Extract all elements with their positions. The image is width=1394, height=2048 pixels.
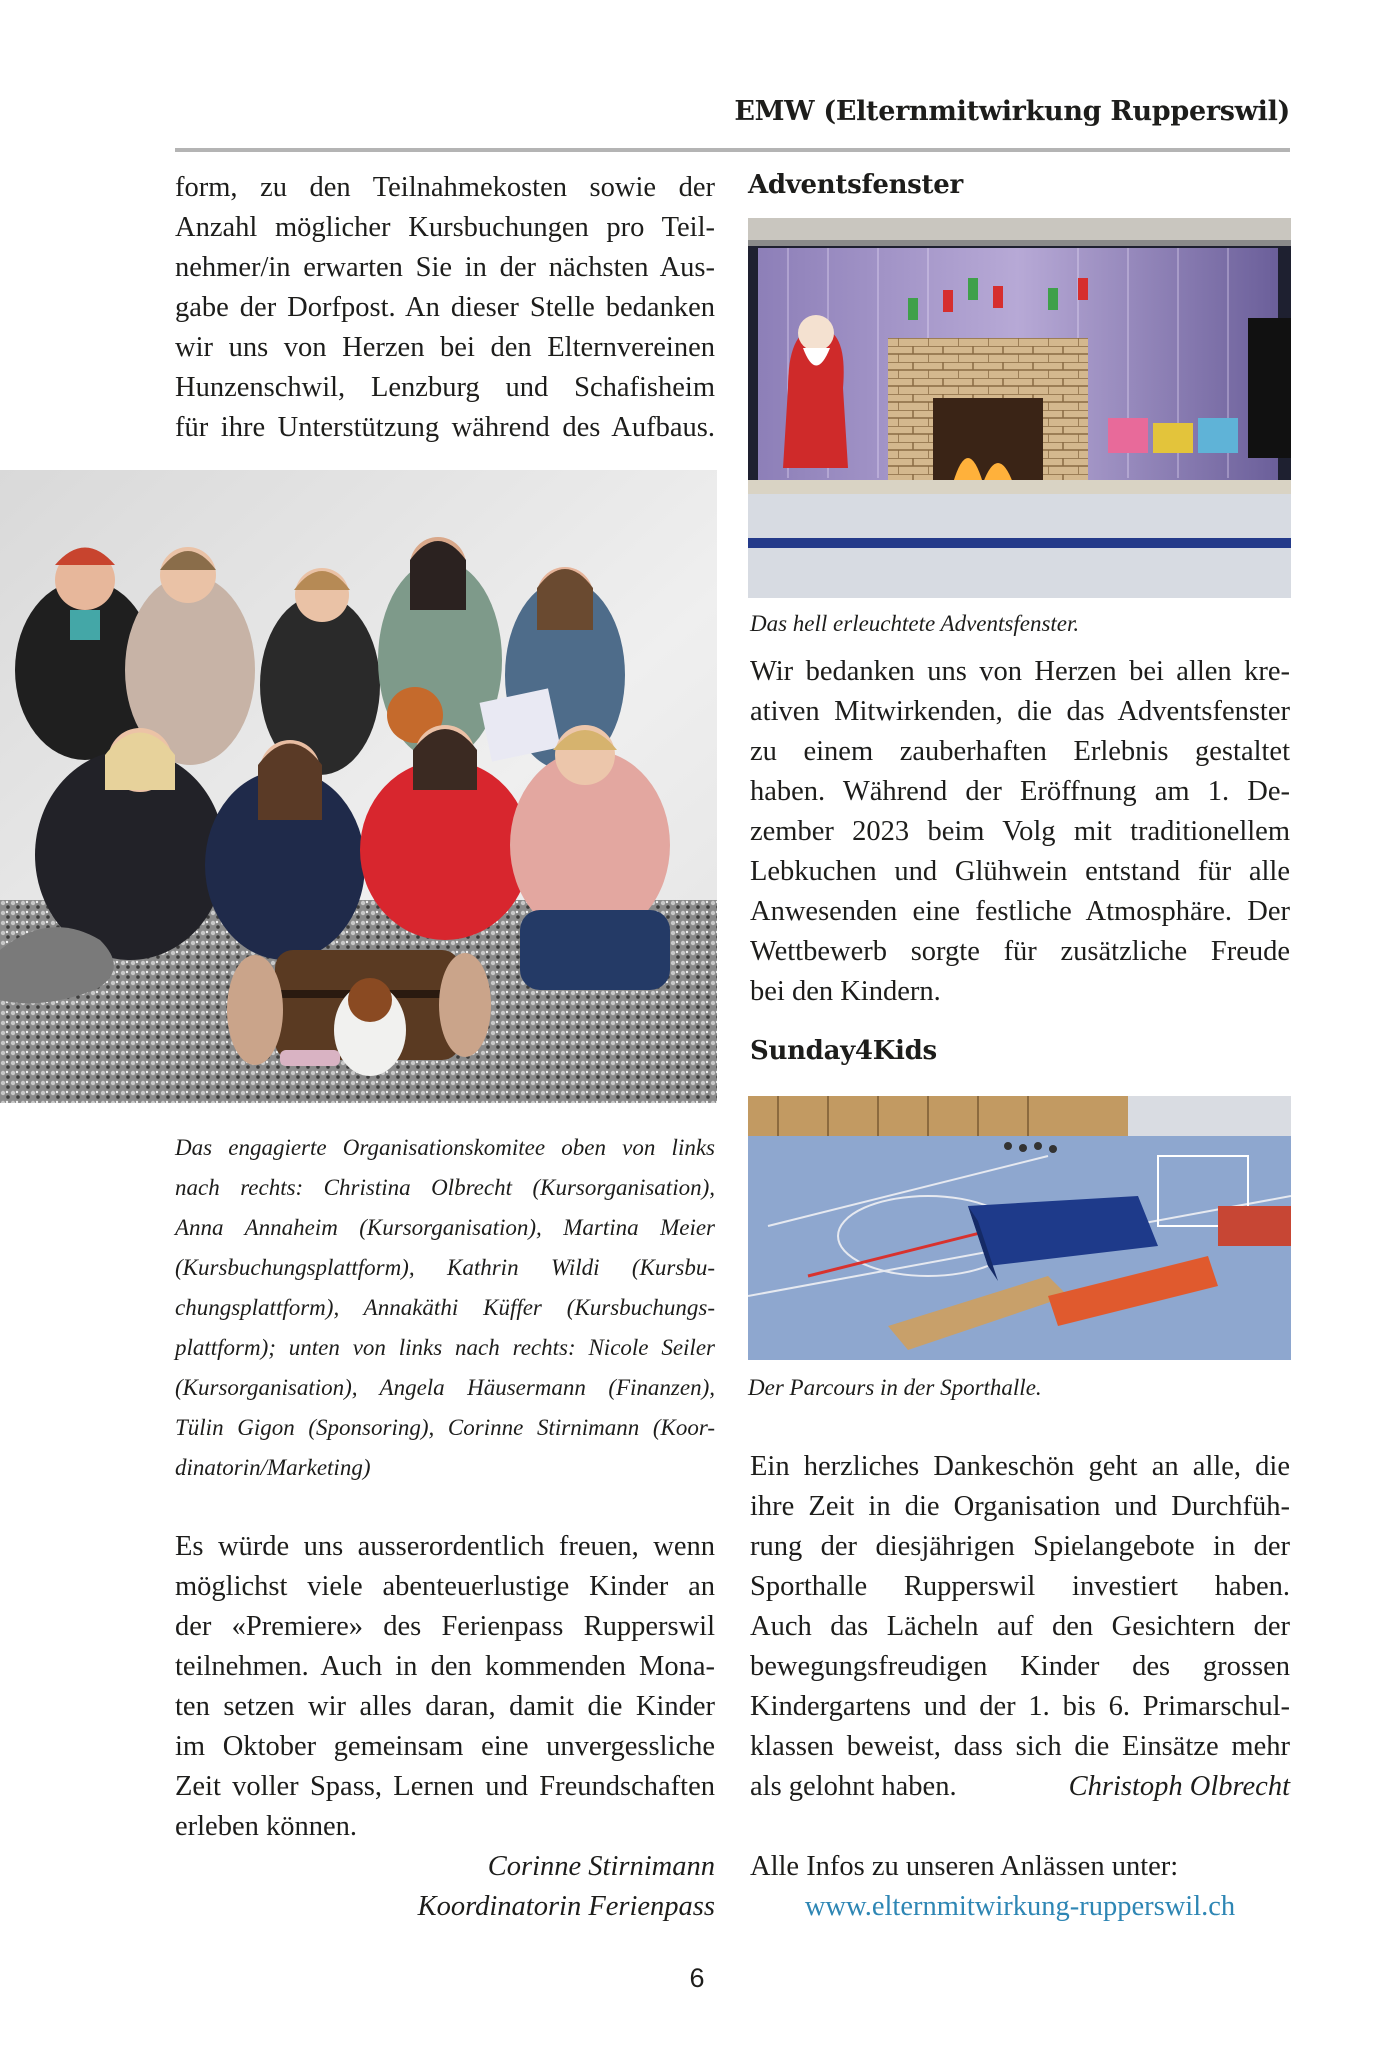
text-line: erleben können. (175, 1811, 358, 1842)
sports-hall-graphic (748, 1096, 1291, 1360)
text-line: bewegungsfreudigen Kinder des grossen (750, 1651, 1290, 1682)
advent-paragraph (750, 652, 1290, 1012)
advent-window-graphic (748, 218, 1291, 598)
text-line: form, zu den Teilnahmekosten sowie der (175, 172, 715, 203)
text-line: im Oktober gemeinsam eine unvergessliche (175, 1731, 715, 1762)
text-line: Hunzenschwil, Lenzburg und Schafisheim (175, 372, 715, 403)
signature-role: Koordinatorin Ferienpass (417, 1891, 715, 1922)
text-line: ihre Zeit in die Organisation und Durchfüh- (750, 1491, 1290, 1522)
team-photo (0, 470, 717, 1103)
sunday4kids-heading: Sunday4Kids (750, 1036, 937, 1066)
text-line: Anzahl möglicher Kursbuchungen pro Teil- (175, 212, 715, 243)
text-line: klassen beweist, dass sich die Einsätze mehr (750, 1731, 1290, 1762)
signature-name: Corinne Stirnimann (487, 1851, 715, 1882)
text-line: Es würde uns ausserordentlich freuen, wenn (175, 1531, 715, 1562)
caption-line: plattform); unten von links nach rechts: Nicole Seiler (175, 1335, 715, 1360)
caption-line: Anna Annaheim (Kursorganisation), Martina Meier (175, 1215, 715, 1240)
team-photo-caption (175, 1128, 715, 1488)
text-line: nehmer/in erwarten Sie in der nächsten Aus- (175, 252, 715, 283)
text-line: Wir bedanken uns von Herzen bei allen kre- (750, 656, 1290, 687)
advent-photo-caption: Das hell erleuchtete Adventsfenster. (750, 611, 1080, 636)
caption-line: nach rechts: Christina Olbrecht (Kursorganisation), (175, 1175, 715, 1200)
website-link[interactable]: www.elternmitwirkung-rupperswil.ch (804, 1891, 1236, 1922)
sports-hall-caption: Der Parcours in der Sporthalle. (748, 1375, 1042, 1400)
text-line: bei den Kindern. (750, 976, 941, 1007)
text-line: rung der diesjährigen Spielangebote in der (750, 1531, 1290, 1562)
text-line: zu einem zauberhaften Erlebnis gestaltet (750, 736, 1290, 767)
text-line: Sporthalle Rupperswil investiert haben. (750, 1571, 1290, 1602)
caption-line: Tülin Gigon (Sponsoring), Corinne Stirnimann (Koor- (175, 1415, 715, 1440)
text-line: ten setzen wir alles daran, damit die Kinder (175, 1691, 715, 1722)
text-line: für ihre Unterstützung während des Aufbaus. (175, 412, 715, 443)
caption-line: Das engagierte Organisationskomitee oben von links (175, 1135, 715, 1160)
text-line: gabe der Dorfpost. An dieser Stelle bedanken (175, 292, 715, 323)
text-line: teilnehmen. Auch in den kommenden Mona- (175, 1651, 715, 1682)
page-number: 6 (689, 1963, 705, 1993)
text-line: Zeit voller Spass, Lernen und Freundschaften (175, 1771, 715, 1802)
text-line: Wettbewerb sorgte für zusätzliche Freude (750, 936, 1290, 967)
text-line: Anwesenden eine festliche Atmosphäre. Der (750, 896, 1290, 927)
header-rule (175, 148, 1290, 152)
caption-line: (Kursbuchungsplattform), Kathrin Wildi (Kursbu- (175, 1255, 715, 1280)
advent-heading: Adventsfenster (748, 170, 963, 200)
caption-line: (Kursorganisation), Angela Häusermann (Finanzen), (175, 1375, 715, 1400)
text-line: als gelohnt haben. (750, 1771, 957, 1802)
text-line-with-signature (750, 1767, 1290, 1807)
team-photo-graphic (0, 470, 717, 1103)
text-line: Kindergartens und der 1. bis 6. Primarschul- (750, 1691, 1290, 1722)
text-line: Lebkuchen und Glühwein entstand für alle (750, 856, 1290, 887)
caption-line: dinatorin/Marketing) (175, 1455, 371, 1480)
signature-name: Christoph Olbrecht (1068, 1771, 1290, 1802)
text-line: Ein herzliches Dankeschön geht an alle, die (750, 1451, 1290, 1482)
text-line: Auch das Lächeln auf den Gesichtern der (750, 1611, 1290, 1642)
text-line: haben. Während der Eröffnung am 1. De- (750, 776, 1290, 807)
text-line: der «Premiere» des Ferienpass Rupperswil (175, 1611, 715, 1642)
text-line: möglichst viele abenteuerlustige Kinder an (175, 1571, 715, 1602)
caption-line: chungsplattform), Annakäthi Küffer (Kursbuchungs- (175, 1295, 715, 1320)
sports-hall-photo (748, 1096, 1291, 1360)
info-line: Alle Infos zu unseren Anlässen unter: (750, 1851, 1179, 1882)
intro-paragraph (175, 168, 715, 448)
sunday4kids-paragraph (750, 1447, 1290, 1807)
text-line: zember 2023 beim Volg mit traditionellem (750, 816, 1290, 847)
text-line: wir uns von Herzen bei den Elternvereinen (175, 332, 715, 363)
text-line: ativen Mitwirkenden, die das Adventsfenster (750, 696, 1290, 727)
closing-paragraph (175, 1527, 715, 1847)
running-header: EMW (Elternmitwirkung Rupperswil) (734, 96, 1290, 127)
advent-window-photo (748, 218, 1291, 598)
